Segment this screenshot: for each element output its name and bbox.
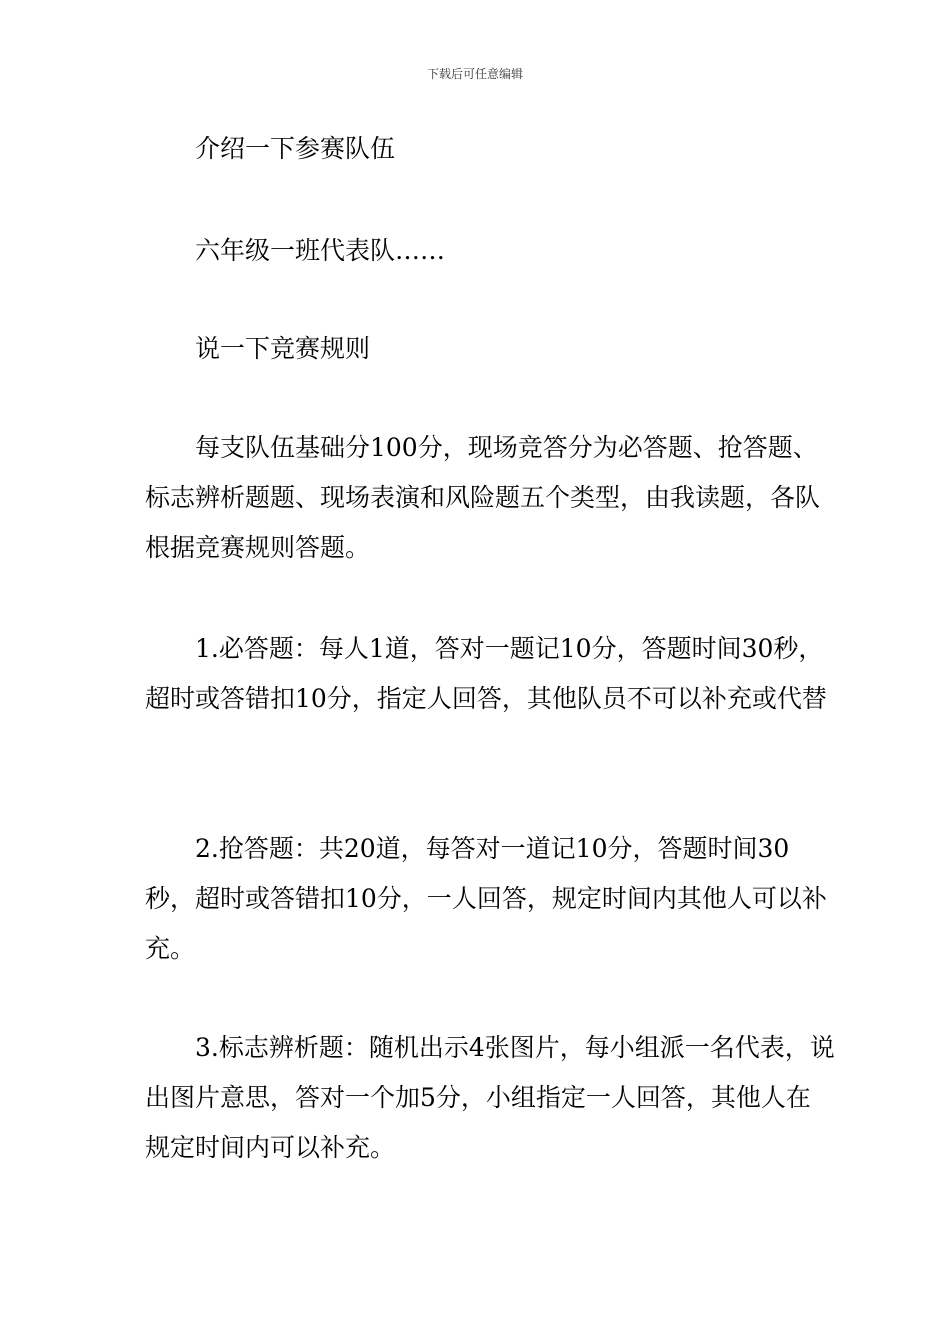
paragraph-rule-buzzer-questions: 2.抢答题：共20道，每答对一道记10分，答题时间30秒，超时或答错扣10分，一人回答，规定时间内其他人可以补充。	[145, 834, 827, 963]
paragraph-team-name: 六年级一班代表队……	[195, 236, 446, 265]
paragraph-intro-teams: 介绍一下参赛队伍	[195, 134, 396, 163]
paragraph-scoring-overview: 每支队伍基础分100分，现场竞答分为必答题、抢答题、标志辨析题题、现场表演和风险题五个类型，由我读题，各队根据竞赛规则答题。	[145, 433, 821, 562]
paragraph-rule-required-questions: 1.必答题：每人1道，答对一题记10分，答题时间30秒，超时或答错扣10分，指定人回答，其他队员不可以补充或代替	[145, 634, 827, 713]
header-note: 下载后可任意编辑	[426, 67, 523, 81]
paragraph-rule-sign-questions: 3.标志辨析题：随机出示4张图片，每小组派一名代表，说出图片意思，答对一个加5分，小组指定一人回答，其他人在规定时间内可以补充。	[145, 1033, 835, 1162]
paragraph-rules-heading: 说一下竞赛规则	[195, 334, 371, 363]
